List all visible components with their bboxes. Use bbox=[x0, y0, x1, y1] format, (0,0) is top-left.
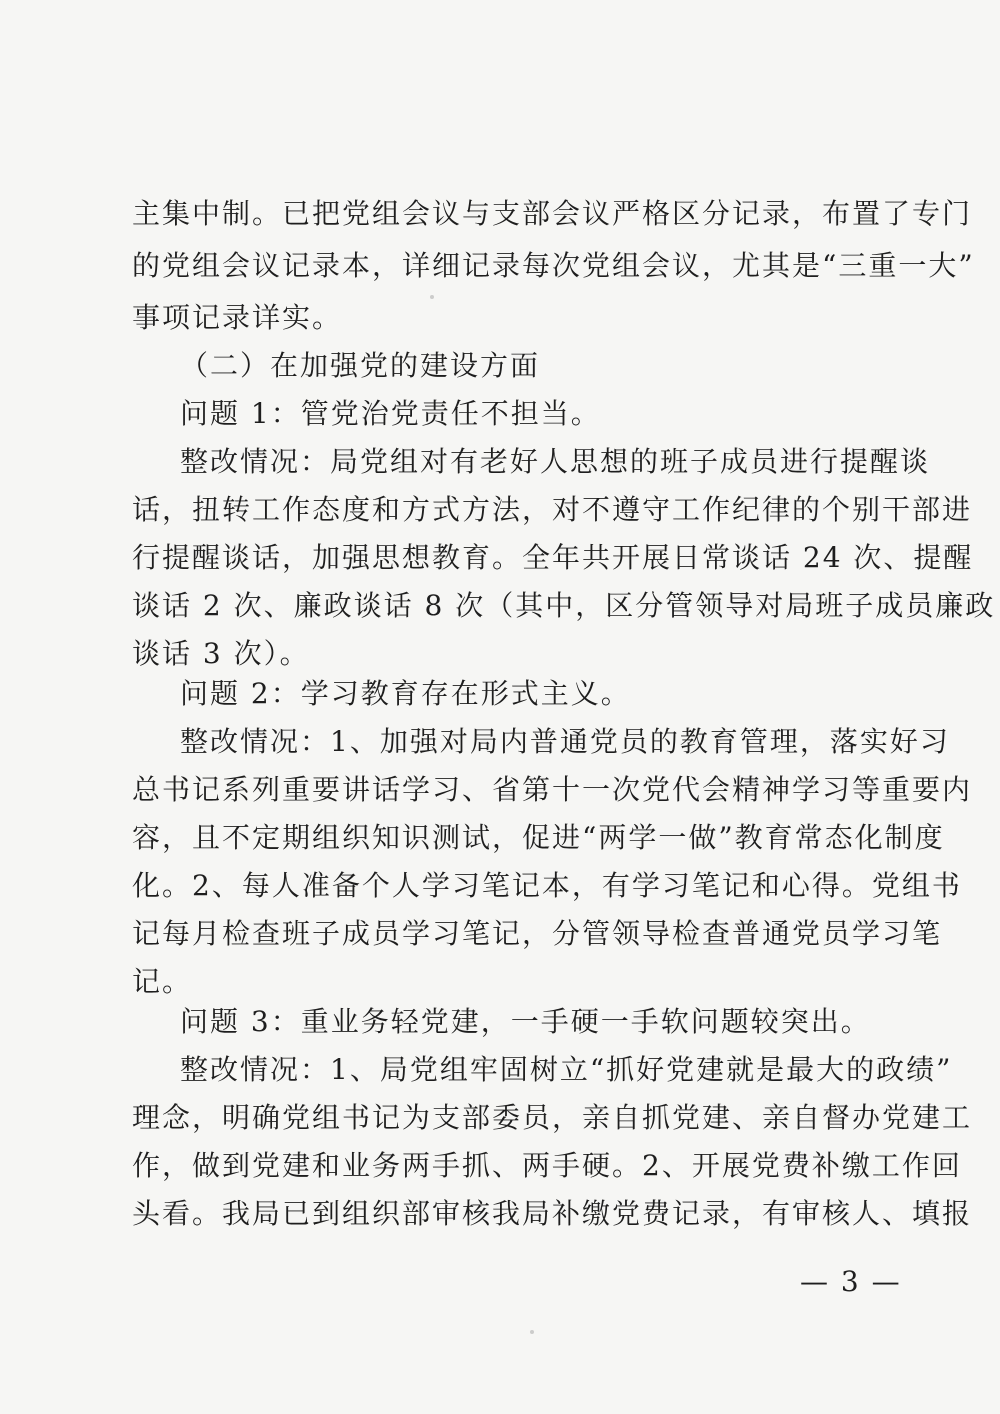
issue-3-remediation-line-4: 头看。我局已到组织部审核我局补缴党费记录，有审核人、填报 bbox=[132, 1197, 973, 1230]
issue-1-remediation-line-4: 谈话 2 次、廉政谈话 8 次（其中，区分管领导对局班子成员廉政 bbox=[132, 589, 996, 622]
issue-1-remediation-line-2: 话，扭转工作态度和方式方法，对不遵守工作纪律的个别干部进 bbox=[132, 493, 973, 526]
issue-1-remediation-line-5: 谈话 3 次）。 bbox=[132, 637, 310, 670]
issue-2-title: 问题 2：学习教育存在形式主义。 bbox=[180, 677, 631, 710]
issue-2-remediation-line-6: 记。 bbox=[132, 965, 193, 998]
issue-1-title: 问题 1：管党治党责任不担当。 bbox=[180, 397, 601, 430]
text-line-2: 的党组会议记录本，详细记录每次党组会议，尤其是“三重一大” bbox=[132, 249, 975, 282]
issue-1-remediation-line-1: 整改情况：局党组对有老好人思想的班子成员进行提醒谈 bbox=[180, 445, 931, 478]
issue-3-remediation-line-2: 理念，明确党组书记为支部委员，亲自抓党建、亲自督办党建工 bbox=[132, 1101, 973, 1134]
text-line-1: 主集中制。已把党组会议与支部会议严格区分记录，布置了专门 bbox=[132, 197, 973, 230]
text-line-3: 事项记录详实。 bbox=[132, 301, 343, 334]
issue-2-remediation-line-4: 化。2、每人准备个人学习笔记本，有学习笔记和心得。党组书 bbox=[132, 869, 962, 902]
scan-speck bbox=[530, 1330, 534, 1334]
section-heading: （二）在加强党的建设方面 bbox=[180, 349, 541, 382]
issue-3-title: 问题 3：重业务轻党建，一手硬一手软问题较突出。 bbox=[180, 1005, 871, 1038]
scan-speck bbox=[430, 295, 434, 299]
issue-2-remediation-line-2: 总书记系列重要讲话学习、省第十一次党代会精神学习等重要内 bbox=[132, 773, 973, 806]
issue-2-remediation-line-3: 容，且不定期组织知识测试，促进“两学一做”教育常态化制度 bbox=[132, 821, 945, 854]
page-number: — 3 — bbox=[800, 1265, 902, 1298]
issue-2-remediation-line-5: 记每月检查班子成员学习笔记，分管领导检查普通党员学习笔 bbox=[132, 917, 943, 950]
issue-1-remediation-line-3: 行提醒谈话，加强思想教育。全年共开展日常谈话 24 次、提醒 bbox=[132, 541, 974, 574]
issue-2-remediation-line-1: 整改情况：1、加强对局内普通党员的教育管理，落实好习 bbox=[180, 725, 950, 758]
issue-3-remediation-line-3: 作，做到党建和业务两手抓、两手硬。2、开展党费补缴工作回 bbox=[132, 1149, 962, 1182]
issue-3-remediation-line-1: 整改情况：1、局党组牢固树立“抓好党建就是最大的政绩” bbox=[180, 1053, 953, 1086]
